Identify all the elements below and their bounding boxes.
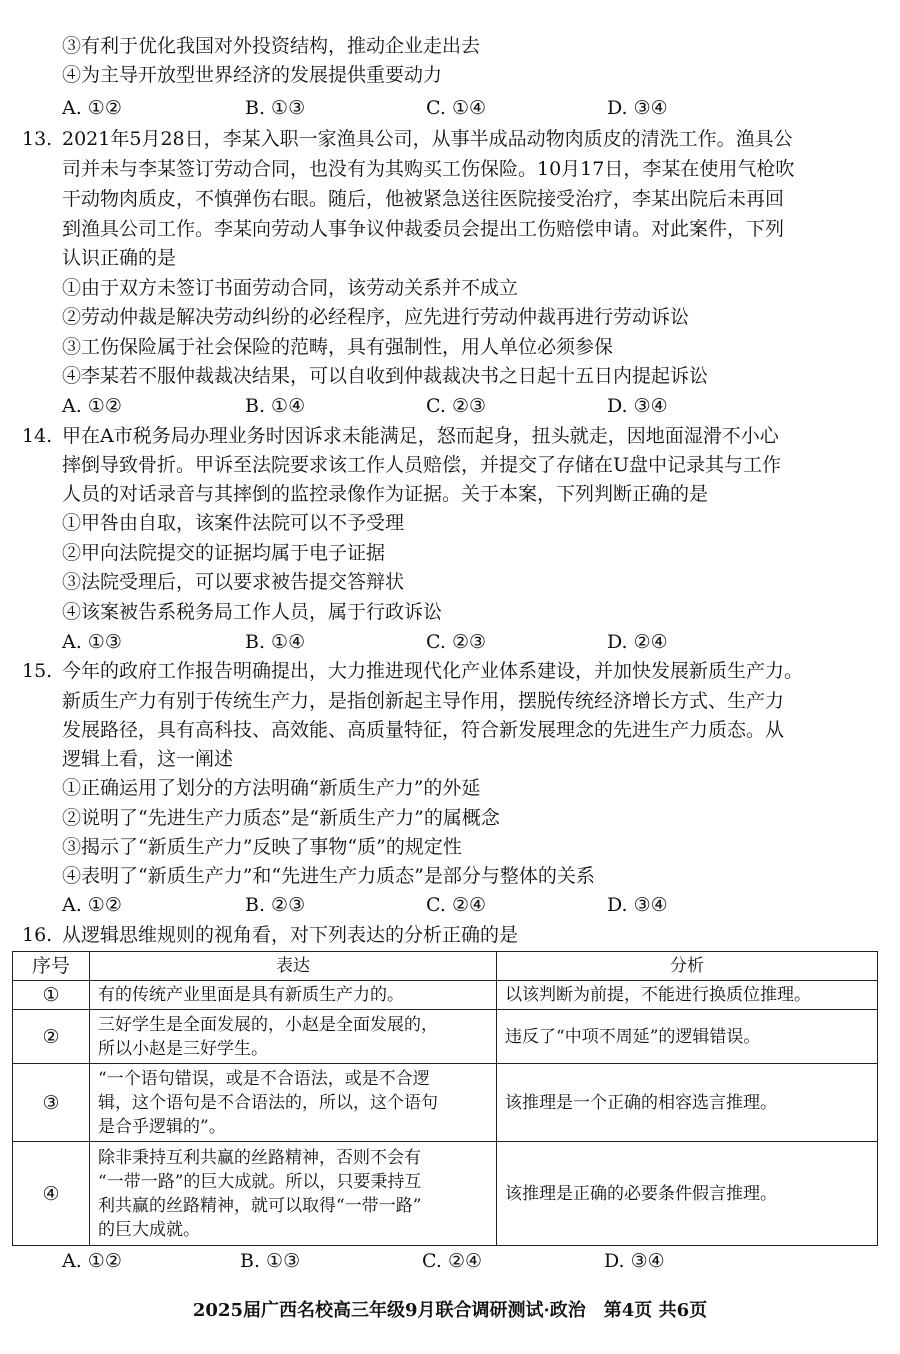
expression-line: 利共赢的丝路精神，就可以取得“一带一路” — [98, 1195, 422, 1216]
table-row — [13, 1142, 878, 1246]
q15-stem-line: 今年的政府工作报告明确提出，大力推进现代化产业体系建设，并加快发展新质生产力。 — [62, 660, 804, 682]
q14-item-1: ①甲咎由自取，该案件法院可以不予受理 — [62, 512, 405, 534]
row-expression — [90, 1064, 497, 1142]
option-b: B. ①③ — [245, 97, 306, 119]
q14-item-3: ③法院受理后，可以要求被告提交答辩状 — [62, 571, 405, 593]
option-b: B. ①④ — [245, 395, 306, 417]
table-header-row — [13, 952, 878, 981]
option-d: D. ③④ — [604, 1250, 665, 1272]
q15-stem-line: 发展路径，具有高科技、高效能、高质量特征，符合新发展理念的先进生产力质态。从 — [62, 719, 785, 741]
q16-number: 16. — [22, 924, 53, 946]
q16-stem: 从逻辑思维规则的视角看，对下列表达的分析正确的是 — [62, 924, 519, 946]
q13-item-2: ②劳动仲裁是解决劳动纠纷的必经程序，应先进行劳动仲裁再进行劳动诉讼 — [62, 306, 690, 328]
q15-stem-line: 新质生产力有别于传统生产力，是指创新起主导作用，摆脱传统经济增长方式、生产力 — [62, 690, 785, 712]
header-expression: 表达 — [90, 952, 497, 981]
analysis-table — [12, 951, 878, 1246]
table-row — [13, 1064, 878, 1142]
q15-item-2: ②说明了“先进生产力质态”是“新质生产力”的属概念 — [62, 807, 500, 829]
q13-stem-line: 干动物肉质皮，不慎弹伤右眼。随后，他被紧急送往医院接受治疗，李某出院后未再回 — [62, 188, 785, 210]
expression-line: “一个语句错误，或是不合语法，或是不合逻 — [98, 1068, 430, 1089]
q13-stem-line: 到渔具公司工作。李某向劳动人事争议仲裁委员会提出工伤赔偿申请。对此案件，下列 — [62, 218, 785, 240]
q13-item-4: ④李某若不服仲裁裁决结果，可以自收到仲裁裁决书之日起十五日内提起诉讼 — [62, 365, 709, 387]
expression-line: 有的传统产业里面是具有新质生产力的。 — [98, 985, 404, 1005]
header-number: 序号 — [13, 952, 90, 981]
option-b: B. ①③ — [240, 1250, 301, 1272]
q13-stem-line: 2021年5月28日，李某入职一家渔具公司，从事半成品动物肉质皮的清洗工作。渔具公 — [62, 128, 793, 150]
q14-stem-line: 甲在A市税务局办理业务时因诉求未能满足，怒而起身，扭头就走，因地面湿滑不小心 — [62, 425, 779, 447]
expression-line: 所以小赵是三好学生。 — [98, 1038, 268, 1059]
q13-item-1: ①由于双方未签订书面劳动合同，该劳动关系并不成立 — [62, 277, 519, 299]
q12-options — [62, 95, 862, 121]
option-c: C. ②④ — [426, 894, 487, 916]
q13-number: 13. — [22, 128, 53, 150]
row-number: ② — [13, 1010, 90, 1064]
expression-line: 三好学生是全面发展的，小赵是全面发展的， — [98, 1014, 438, 1035]
expression-line: 的巨大成就。 — [98, 1219, 200, 1240]
option-d: D. ②④ — [607, 631, 668, 653]
expression-line: “一带一路”的巨大成就。所以，只要秉持互 — [98, 1171, 422, 1192]
option-a: A. ①② — [62, 894, 122, 916]
q15-item-4: ④表明了“新质生产力”和“先进生产力质态”是部分与整体的关系 — [62, 865, 595, 887]
option-b: B. ②③ — [245, 894, 306, 916]
option-b: B. ①④ — [245, 631, 306, 653]
header-analysis: 分析 — [497, 952, 878, 981]
row-analysis: 违反了“中项不周延”的逻辑错误。 — [497, 1010, 878, 1064]
q13-item-3: ③工伤保险属于社会保险的范畴，具有强制性，用人单位必须参保 — [62, 336, 614, 358]
q14-item-4: ④该案被告系税务局工作人员，属于行政诉讼 — [62, 601, 443, 623]
q15-number: 15. — [22, 660, 53, 682]
option-d: D. ③④ — [607, 97, 668, 119]
row-expression — [90, 1142, 497, 1246]
option-a: A. ①② — [62, 97, 122, 119]
option-c: C. ②④ — [422, 1250, 483, 1272]
q12-item-4: ④为主导开放型世界经济的发展提供重要动力 — [62, 64, 443, 86]
table-row — [13, 981, 878, 1010]
option-c: C. ①④ — [426, 97, 487, 119]
q15-item-3: ③揭示了“新质生产力”反映了事物“质”的规定性 — [62, 836, 462, 858]
q15-item-1: ①正确运用了划分的方法明确“新质生产力”的外延 — [62, 777, 481, 799]
q13-options — [62, 393, 862, 419]
q14-options — [62, 629, 862, 655]
table-row — [13, 1010, 878, 1064]
q15-stem-line: 逻辑上看，这一阐述 — [62, 748, 234, 770]
row-number: ① — [13, 981, 90, 1010]
q12-item-3: ③有利于优化我国对外投资结构，推动企业走出去 — [62, 35, 481, 57]
row-expression — [90, 981, 497, 1010]
option-a: A. ①③ — [62, 631, 122, 653]
row-analysis: 该推理是一个正确的相容选言推理。 — [497, 1064, 878, 1142]
expression-line: 辑，这个语句是不合语法的，所以，这个语句 — [98, 1092, 438, 1113]
q14-number: 14. — [22, 425, 53, 447]
option-c: C. ②③ — [426, 631, 487, 653]
q16-options — [62, 1248, 862, 1274]
expression-line: 是合乎逻辑的”。 — [98, 1116, 226, 1137]
option-a: A. ①② — [62, 395, 122, 417]
q15-options — [62, 892, 862, 918]
q13-stem-line: 认识正确的是 — [62, 247, 177, 269]
option-d: D. ③④ — [607, 894, 668, 916]
expression-line: 除非秉持互利共赢的丝路精神，否则不会有 — [98, 1147, 421, 1168]
row-number: ③ — [13, 1064, 90, 1142]
option-c: C. ②③ — [426, 395, 487, 417]
q14-stem-line: 人员的对话录音与其摔倒的监控录像作为证据。关于本案，下列判断正确的是 — [62, 483, 709, 505]
row-number: ④ — [13, 1142, 90, 1246]
row-expression — [90, 1010, 497, 1064]
q14-item-2: ②甲向法院提交的证据均属于电子证据 — [62, 542, 386, 564]
option-a: A. ①② — [62, 1250, 122, 1272]
row-analysis: 该推理是正确的必要条件假言推理。 — [497, 1142, 878, 1246]
q14-stem-line: 摔倒导致骨折。甲诉至法院要求该工作人员赔偿，并提交了存储在U盘中记录其与工作 — [62, 454, 782, 476]
row-analysis: 以该判断为前提，不能进行换质位推理。 — [497, 981, 878, 1010]
q13-stem-line: 司并未与李某签订劳动合同，也没有为其购买工伤保险。10月17日，李某在使用气枪吹 — [62, 158, 795, 180]
option-d: D. ③④ — [607, 395, 668, 417]
page-footer: 2025届广西名校高三年级9月联合调研测试·政治 第4页 共6页 — [192, 1300, 708, 1321]
